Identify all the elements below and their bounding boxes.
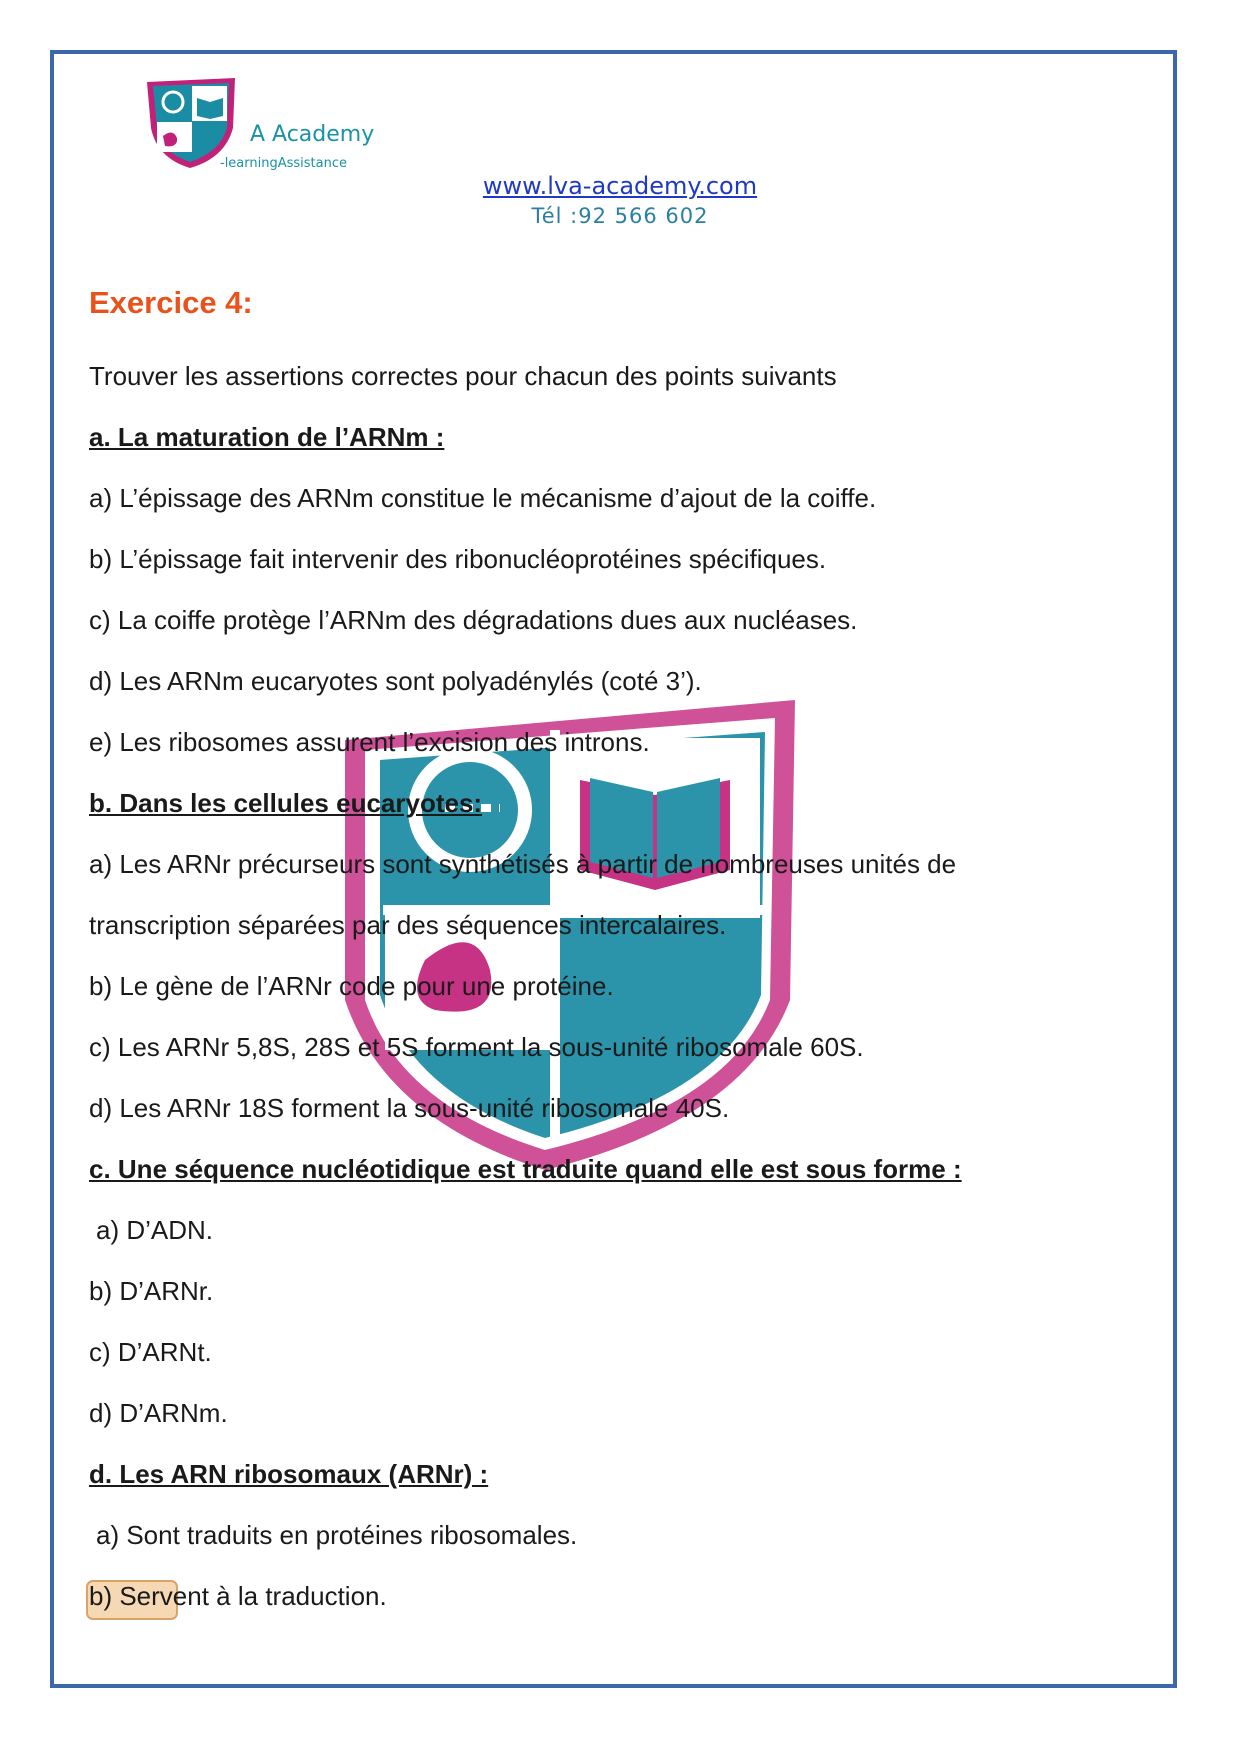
- exercise-content: [89, 280, 1149, 1627]
- section-heading-a: a. La maturation de l’ARNm :: [89, 422, 445, 452]
- logo-brand-text: A Academy: [250, 122, 375, 147]
- list-item: b) Le gène de l’ARNr code pour une protéine.: [89, 971, 614, 1001]
- list-item-text: b) Servent à la traduction.: [89, 1581, 387, 1611]
- list-item: c) Les ARNr 5,8S, 28S et 5S forment la sous-unité ribosomale 60S.: [89, 1032, 864, 1062]
- list-item: a) Sont traduits en protéines ribosomales.: [96, 1520, 578, 1550]
- list-item: c) La coiffe protège l’ARNm des dégradations dues aux nucléases.: [89, 605, 858, 635]
- section-heading-b: b. Dans les cellules eucaryotes:: [89, 788, 483, 818]
- list-item-highlighted: [89, 1566, 1149, 1627]
- list-item: a) Les ARNr précurseurs sont synthétisés à partir de nombreuses unités de: [89, 849, 957, 879]
- list-item: transcription séparées par des séquences intercalaires.: [89, 910, 727, 940]
- exercise-title: Exercice 4:: [89, 285, 253, 320]
- list-item: c) D’ARNt.: [89, 1337, 212, 1367]
- list-item: a) D’ADN.: [96, 1215, 214, 1245]
- phone-number: Tél :92 566 602: [531, 204, 709, 228]
- logo-tagline: -learningAssistance: [220, 156, 347, 171]
- list-item: d) Les ARNr 18S forment la sous-unité ribosomale 40S.: [89, 1093, 730, 1123]
- list-item: b) L’épissage fait intervenir des ribonucléoprotéines spécifiques.: [89, 544, 827, 574]
- list-item: a) L’épissage des ARNm constitue le mécanisme d’ajout de la coiffe.: [89, 483, 877, 513]
- website-link[interactable]: www.lva-academy.com: [482, 172, 758, 200]
- section-heading-d: d. Les ARN ribosomaux (ARNr) :: [89, 1459, 489, 1489]
- section-heading-c: c. Une séquence nucléotidique est traduite quand elle est sous forme :: [89, 1154, 962, 1184]
- exercise-instruction: Trouver les assertions correctes pour chacun des points suivants: [89, 361, 837, 391]
- list-item: b) D’ARNr.: [89, 1276, 214, 1306]
- list-item: d) D’ARNm.: [89, 1398, 228, 1428]
- list-item: d) Les ARNm eucaryotes sont polyadénylés (coté 3’).: [89, 666, 702, 696]
- list-item: e) Les ribosomes assurent l’excision des introns.: [89, 727, 650, 757]
